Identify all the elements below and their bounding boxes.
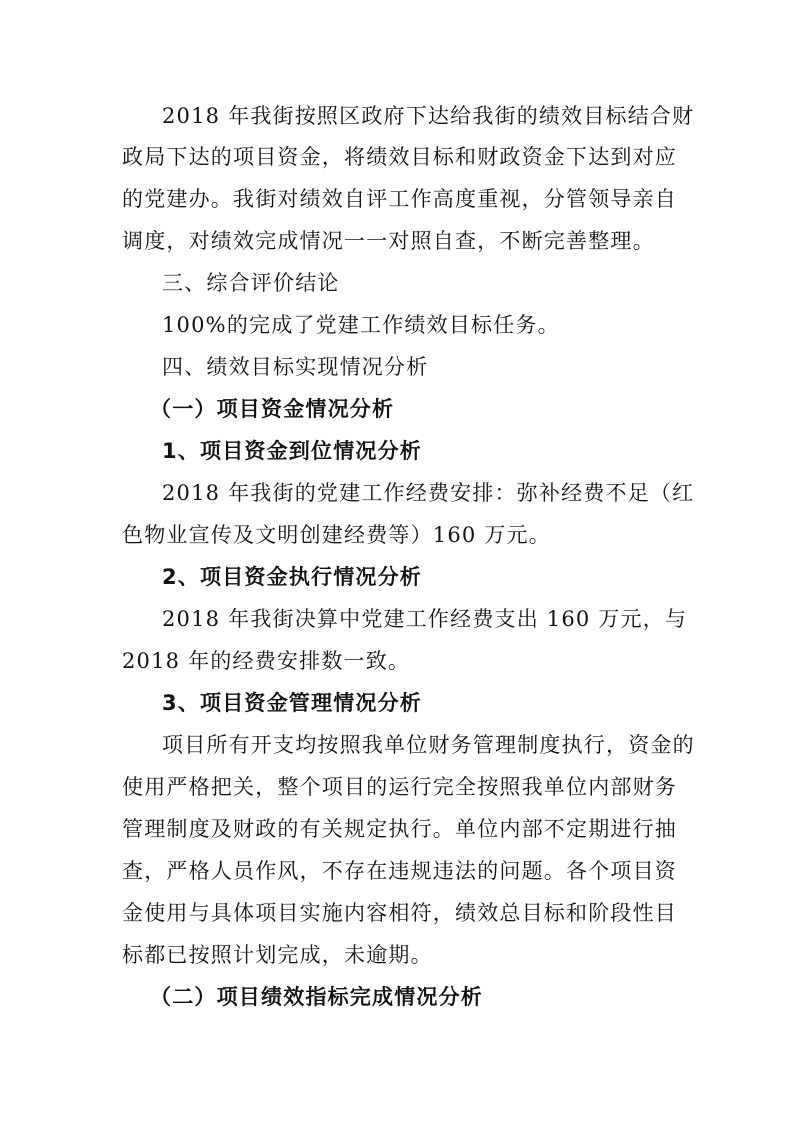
subheading-1-1: 1、项目资金到位情况分析 — [162, 439, 423, 463]
mgmt-line-2: 使用严格把关，整个项目的运行完全按照我单位内部财务 — [122, 775, 677, 799]
para1-line-2: 政局下达的项目资金，将绩效目标和财政资金下达到对应 — [122, 145, 677, 169]
mgmt-line-6: 标都已按照计划完成，未逾期。 — [122, 943, 433, 967]
conclusion-text: 100%的完成了党建工作绩效目标任务。 — [162, 313, 560, 337]
subheading-1-3: 3、项目资金管理情况分析 — [162, 691, 423, 715]
exec-line-1: 2018 年我街决算中党建工作经费支出 160 万元，与 — [162, 607, 688, 631]
mgmt-line-4: 查，严格人员作风，不存在违规违法的问题。各个项目资 — [122, 859, 677, 883]
mgmt-line-5: 金使用与具体项目实施内容相符，绩效总目标和阶段性目 — [122, 901, 677, 925]
heading-4: 四、绩效目标实现情况分析 — [162, 355, 429, 379]
subheading-1: （一）项目资金情况分析 — [150, 397, 395, 421]
para1-line-3: 的党建办。我街对绩效自评工作高度重视，分管领导亲自 — [122, 187, 677, 211]
funds-line-2: 色物业宣传及文明创建经费等）160 万元。 — [122, 523, 551, 547]
subheading-1-2: 2、项目资金执行情况分析 — [162, 565, 423, 589]
exec-line-2: 2018 年的经费安排数一致。 — [122, 649, 411, 673]
funds-line-1: 2018 年我街的党建工作经费安排：弥补经费不足（红 — [162, 481, 695, 505]
subheading-2: （二）项目绩效指标完成情况分析 — [150, 985, 483, 1009]
heading-3: 三、综合评价结论 — [162, 271, 340, 295]
mgmt-line-1: 项目所有开支均按照我单位财务管理制度执行，资金的 — [162, 733, 695, 757]
mgmt-line-3: 管理制度及财政的有关规定执行。单位内部不定期进行抽 — [122, 817, 677, 841]
para1-line-4: 调度，对绩效完成情况一一对照自查，不断完善整理。 — [122, 229, 655, 253]
para1-line-1: 2018 年我街按照区政府下达给我街的绩效目标结合财 — [162, 104, 695, 128]
